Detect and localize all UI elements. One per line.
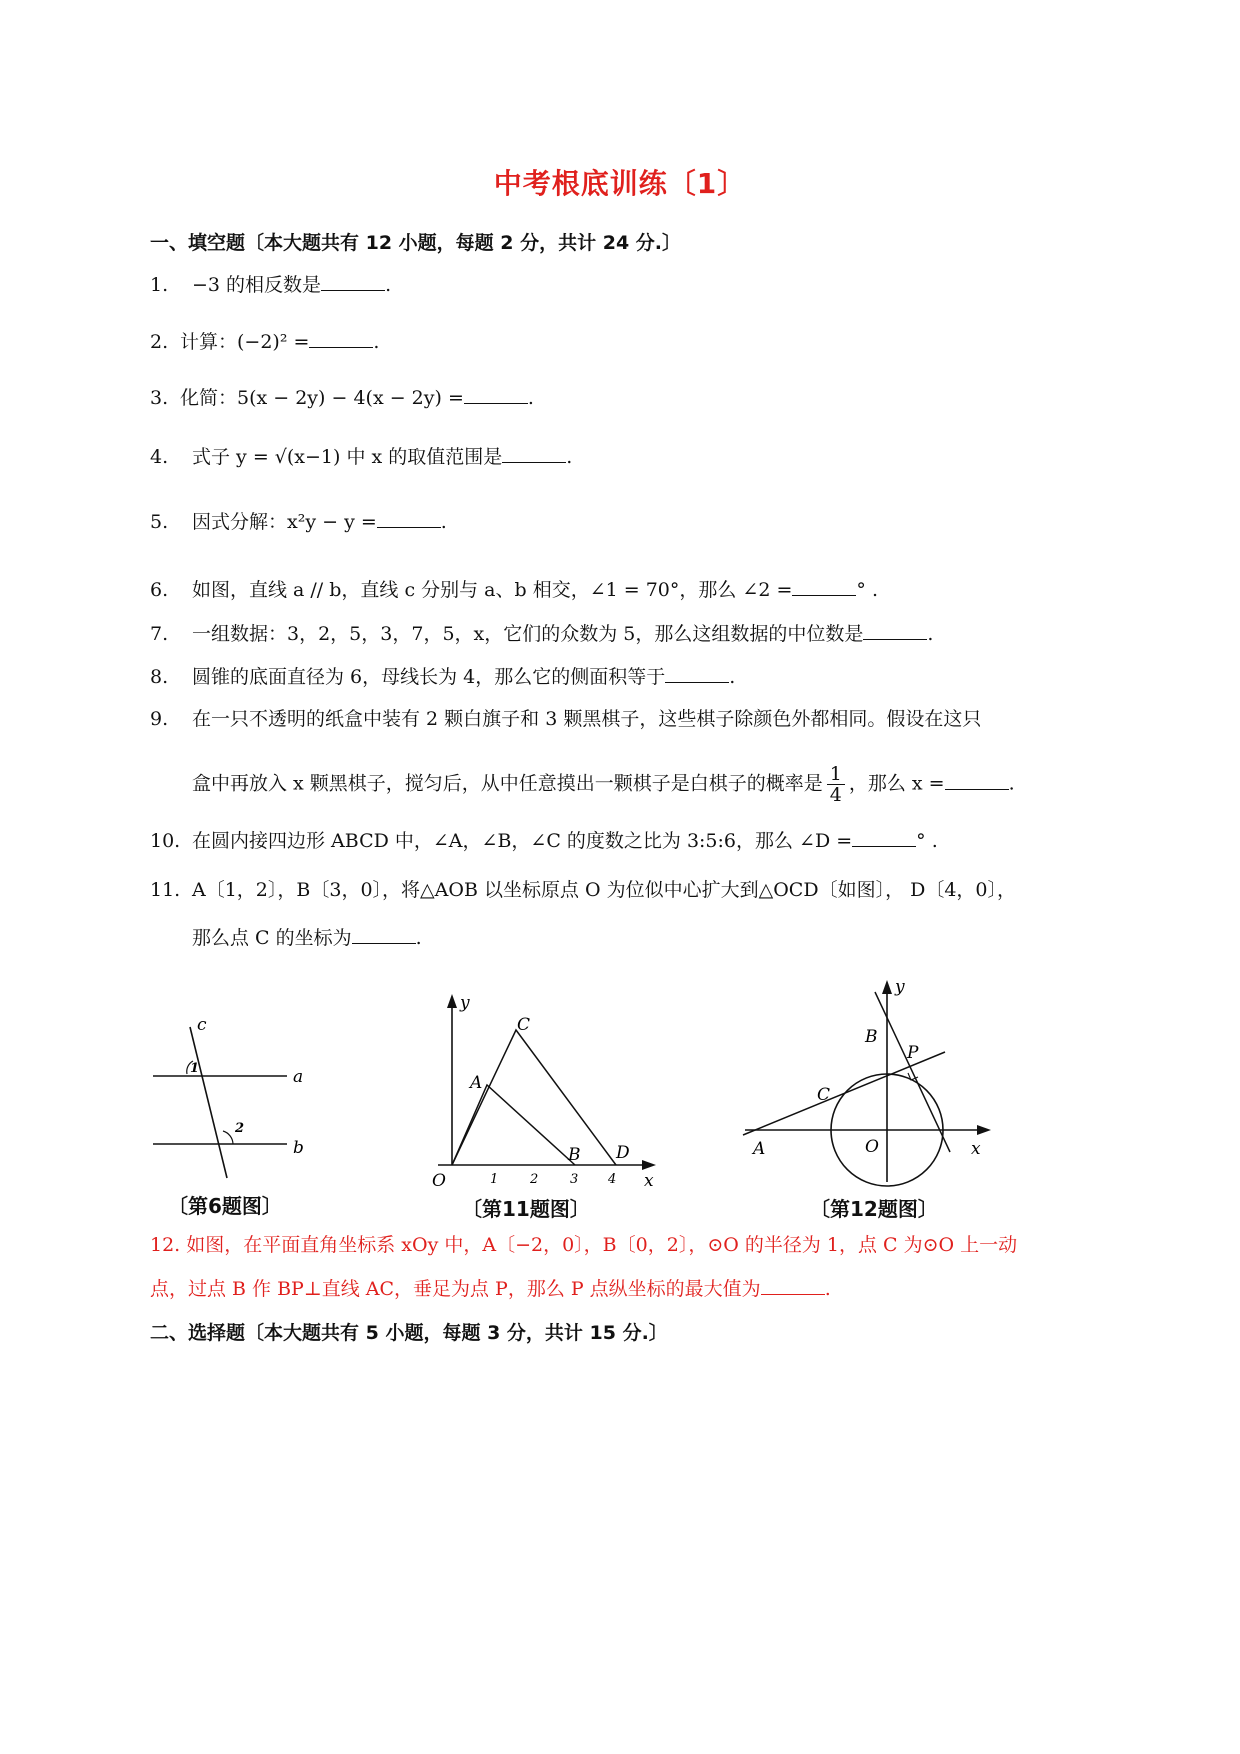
label-origin: O [865, 1137, 879, 1157]
label-point-c: C [817, 1085, 831, 1105]
label-point-b: B [568, 1145, 581, 1165]
answer-blank [792, 577, 856, 596]
answer-blank [852, 828, 916, 847]
label-x: x [971, 1139, 981, 1159]
line-c [190, 1027, 227, 1178]
x-axis-arrow [977, 1125, 991, 1135]
label-point-a: A [470, 1073, 483, 1093]
answer-blank [377, 509, 441, 528]
label-origin: O [432, 1171, 446, 1190]
y-axis-arrow [882, 980, 892, 994]
answer-blank [321, 272, 385, 291]
tick-label-3: 3 [570, 1172, 579, 1187]
label-a: a [293, 1067, 304, 1087]
question-11-continued: 那么点 C 的坐标为 . [192, 927, 422, 949]
question-9: 9. 在一只不透明的纸盒中装有 2 颗白旗子和 3 颗黑棋子，这些棋子除颜色外都相同。假设在这只 [150, 708, 982, 730]
answer-blank [464, 385, 528, 404]
answer-blank [352, 925, 416, 944]
section-heading-multiple-choice: 二、选择题〔本大题共有 5 小题，每题 3 分，共计 15 分.〕 [150, 1322, 668, 1344]
label-point-c: C [517, 1015, 531, 1035]
question-4: 4. 式子 y = √(x−1) 中 x 的取值范围是 . [150, 446, 573, 468]
figure-12-caption: 〔第12题图〕 [810, 1197, 938, 1221]
question-11: 11. A〔1，2〕，B〔3，0〕，将△AOB 以坐标原点 O 为位似中心扩大到△OCD〔如图〕， D〔4，0〕， [150, 879, 1017, 901]
triangle-ocd [452, 1030, 616, 1165]
question-12-continued: 点，过点 B 作 BP⊥直线 AC，垂足为点 P，那么 P 点纵坐标的最大值为 . [150, 1278, 831, 1300]
label-y: y [460, 993, 470, 1013]
question-8: 8. 圆锥的底面直径为 6，母线长为 4，那么它的侧面积等于 . [150, 666, 736, 688]
question-5: 5. 因式分解：x²y − y = . [150, 511, 447, 533]
label-x: x [644, 1171, 654, 1190]
answer-blank [863, 621, 927, 640]
angle-2-arc [223, 1131, 233, 1144]
figure-12 [735, 972, 1005, 1192]
figure-6 [145, 1010, 320, 1185]
line-ac [743, 1052, 945, 1135]
section-heading-fill-in: 一、填空题〔本大题共有 12 小题，每题 2 分，共计 24 分.〕 [150, 232, 682, 254]
tick-label-2: 2 [530, 1172, 539, 1187]
answer-blank [502, 444, 566, 463]
question-6: 6. 如图，直线 a // b，直线 c 分别与 a、b 相交，∠1 = 70°，那么 ∠2 = ° . [150, 579, 878, 601]
label-angle-2: 2 [235, 1121, 245, 1136]
figure-6-caption: 〔第6题图〕 [168, 1194, 282, 1218]
label-y: y [895, 977, 905, 997]
label-c: c [197, 1015, 207, 1035]
y-axis-arrow [447, 994, 457, 1008]
answer-blank [761, 1276, 825, 1295]
figure-11 [420, 990, 665, 1190]
question-2: 2. 计算：(−2)² = . [150, 331, 380, 353]
label-angle-1: 1 [190, 1061, 200, 1076]
page-title: 中考根底训练〔1〕 [493, 167, 747, 200]
question-9-continued: 盒中再放入 x 颗黑棋子，搅匀后，从中任意摸出一颗棋子是白棋子的概率是 $\frac{1}{4}$ ，那么 x = . [192, 763, 1015, 806]
question-7: 7. 一组数据：3，2，5，3，7，5，x，它们的众数为 5，那么这组数据的中位数是 . [150, 623, 934, 645]
question-10: 10. 在圆内接四边形 ABCD 中，∠A，∠B，∠C 的度数之比为 3:5:6，那么 ∠D = ° . [150, 830, 938, 852]
figure-11-caption: 〔第11题图〕 [462, 1197, 590, 1221]
label-point-b: B [865, 1027, 878, 1047]
answer-blank [665, 664, 729, 683]
answer-blank [945, 771, 1009, 790]
question-3: 3. 化简：5(x − 2y) − 4(x − 2y) = . [150, 387, 534, 409]
label-point-a: A [753, 1139, 766, 1159]
question-1: 1. −3 的相反数是 . [150, 274, 392, 296]
question-12: 12. 如图，在平面直角坐标系 xOy 中，A〔−2，0〕，B〔0，2〕，⊙O 的半径为 1，点 C 为⊙O 上一动 [150, 1234, 1018, 1256]
label-point-d: D [616, 1143, 630, 1163]
fraction: $\frac{1}{4}$ [827, 764, 845, 805]
x-axis-arrow [642, 1160, 656, 1170]
tick-label-1: 1 [490, 1172, 499, 1187]
answer-blank [309, 329, 373, 348]
label-point-p: P [907, 1043, 919, 1063]
tick-label-4: 4 [608, 1172, 617, 1187]
label-b: b [293, 1138, 304, 1158]
